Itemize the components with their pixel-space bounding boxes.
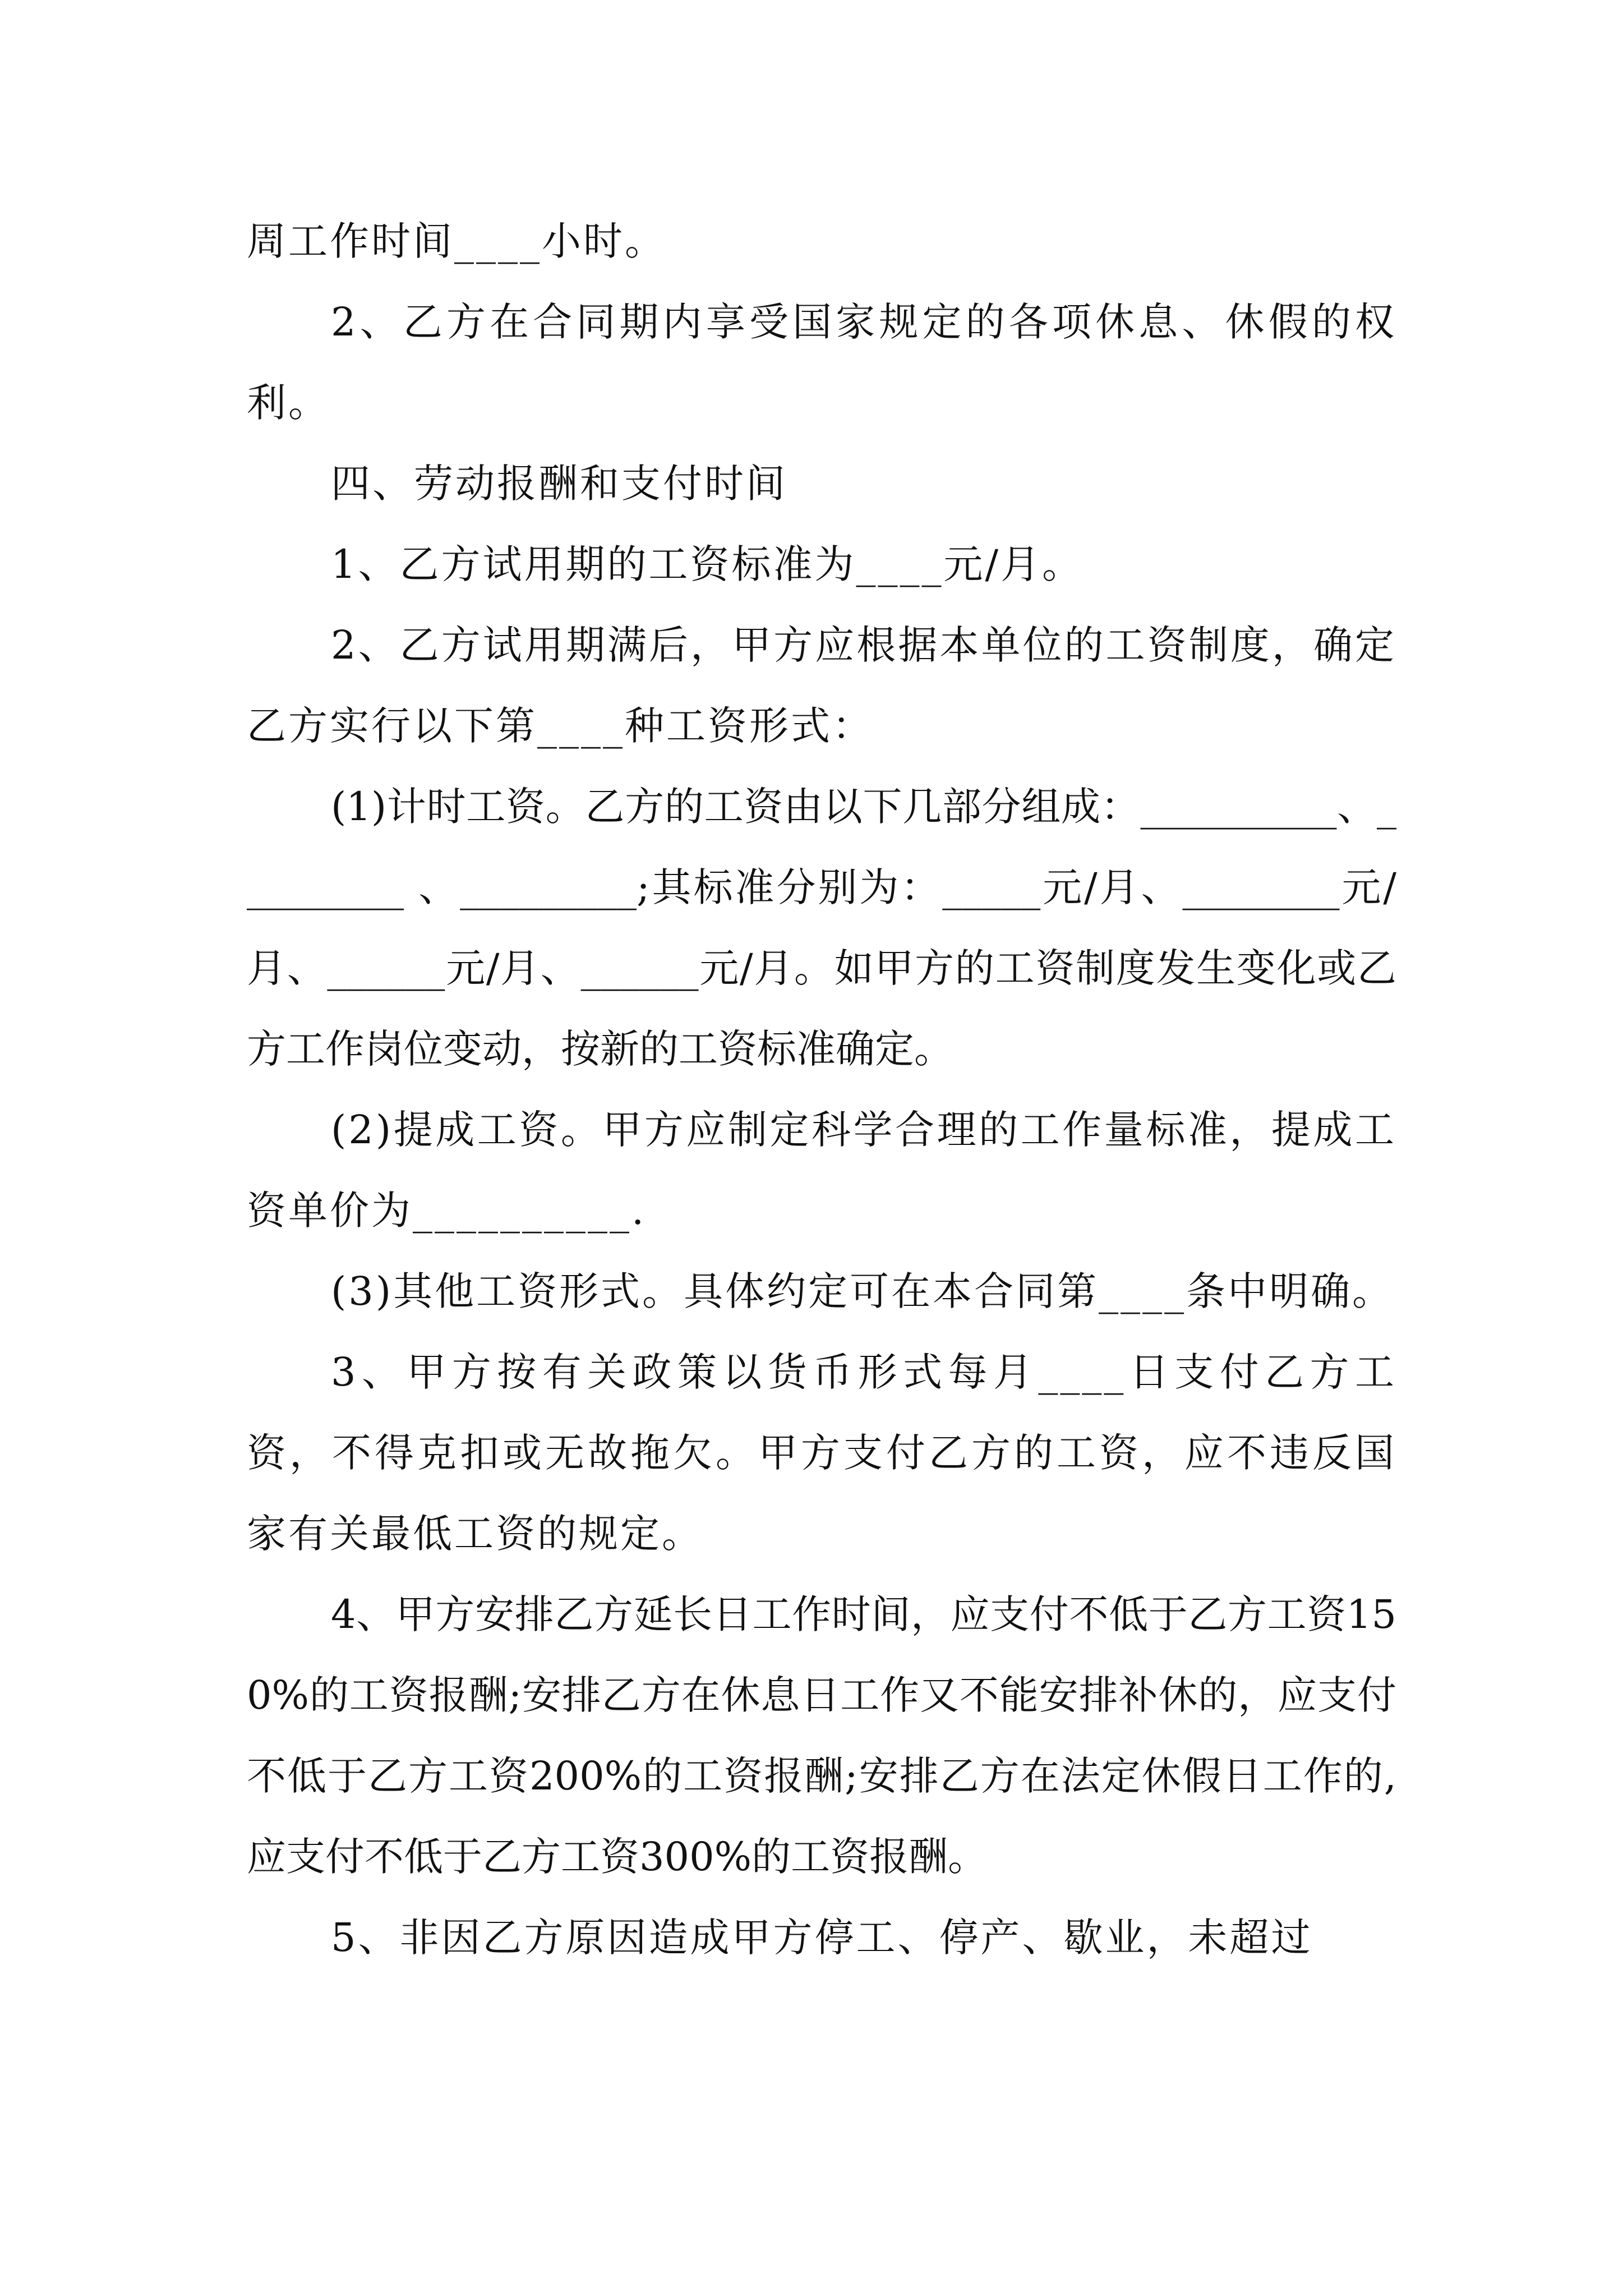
paragraph-commission-wage: (2)提成工资。甲方应制定科学合理的工作量标准，提成工资单价为__________. bbox=[247, 1107, 1396, 1234]
paragraph-rest-rights: 2、乙方在合同期内享受国家规定的各项休息、休假的权利。 bbox=[247, 299, 1396, 426]
paragraph-probation-wage: 1、乙方试用期的工资标准为____元/月。 bbox=[331, 541, 1084, 587]
paragraph-work-stoppage: 5、非因乙方原因造成甲方停工、停产、歇业，未超过 bbox=[331, 1915, 1313, 1961]
paragraph-time-wage: (1)计时工资。乙方的工资由以下几部分组成：__________、_________ 、_________;其标准分别为：_____元/月、________元/月、______元/月、______元/月。如甲方的工资制度发生变化或乙方工作岗位变动，按新的工资标准确定。 bbox=[247, 784, 1396, 1072]
section-heading-remuneration: 四、劳动报酬和支付时间 bbox=[331, 461, 787, 507]
paragraph-overtime-pay: 4、甲方安排乙方延长日工作时间，应支付不低于乙方工资150%的工资报酬;安排乙方在休息日工作又不能安排补休的，应支付不低于乙方工资200%的工资报酬;安排乙方在法定休假日工作的,应支付不低于乙方工资300%的工资报酬。 bbox=[247, 1591, 1396, 1880]
paragraph-wage-form: 2、乙方试用期满后，甲方应根据本单位的工资制度，确定乙方实行以下第____种工资形式： bbox=[247, 622, 1396, 749]
paragraph-payment-date: 3、甲方按有关政策以货币形式每月____日支付乙方工资，不得克扣或无故拖欠。甲方支付乙方的工资，应不违反国家有关最低工资的规定。 bbox=[247, 1349, 1396, 1557]
document-body bbox=[247, 201, 1396, 1978]
paragraph-other-wage: (3)其他工资形式。具体约定可在本合同第____条中明确。 bbox=[331, 1268, 1394, 1314]
paragraph-weekly-hours: 周工作时间____小时。 bbox=[247, 218, 666, 264]
